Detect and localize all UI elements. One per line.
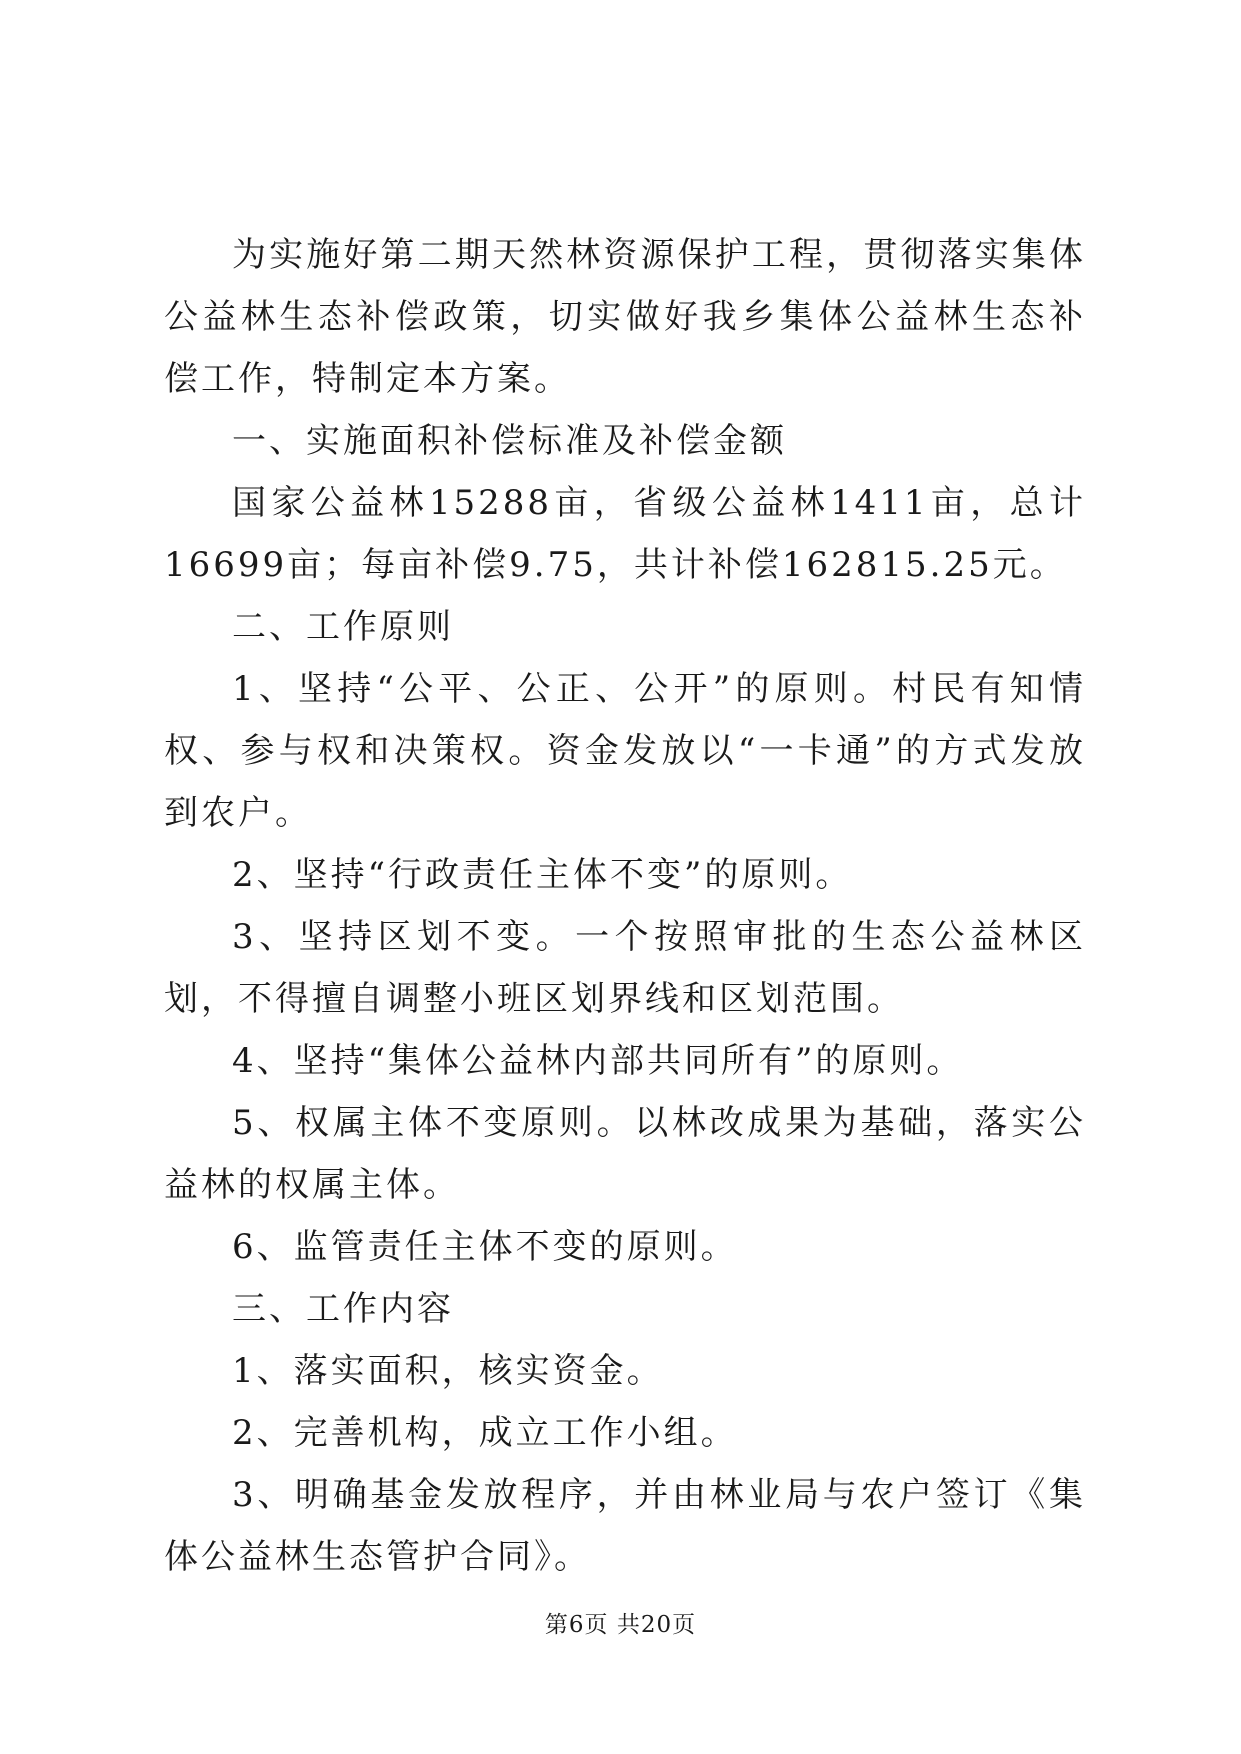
section-heading-1: 一、实施面积补偿标准及补偿金额 (232, 421, 787, 461)
content-item-1: 1、落实面积，核实资金。 (232, 1351, 664, 1391)
content-item-2: 2、完善机构，成立工作小组。 (232, 1413, 738, 1453)
paragraph-intro: 为实施好第二期天然林资源保护工程，贯彻落实集体公益林生态补偿政策，切实做好我乡集体公益林生态补偿工作，特制定本方案。 (164, 235, 1086, 399)
principle-item-4: 4、坚持“集体公益林内部共同所有”的原则。 (232, 1041, 964, 1081)
section-heading-2: 二、工作原则 (232, 607, 454, 647)
principle-item-3: 3、坚持区划不变。一个按照审批的生态公益林区划，不得擅自调整小班区划界线和区划范围。 (164, 917, 1086, 1019)
section-heading-3: 三、工作内容 (232, 1289, 454, 1329)
principle-item-5: 5、权属主体不变原则。以林改成果为基础，落实公益林的权属主体。 (164, 1103, 1086, 1205)
content-item-3: 3、明确基金发放程序，并由林业局与农户签订《集体公益林生态管护合同》。 (164, 1475, 1086, 1577)
paragraph-area-compensation: 国家公益林15288亩，省级公益林1411亩，总计16699亩；每亩补偿9.75，共计补偿162815.25元。 (164, 483, 1086, 585)
document-body (164, 224, 1086, 1588)
page-number-footer: 第6页 共20页 (544, 1612, 697, 1638)
principle-item-1: 1、坚持“公平、公正、公开”的原则。村民有知情权、参与权和决策权。资金发放以“一卡通”的方式发放到农户。 (164, 669, 1086, 833)
principle-item-2: 2、坚持“行政责任主体不变”的原则。 (232, 855, 853, 895)
principle-item-6: 6、监管责任主体不变的原则。 (232, 1227, 738, 1267)
